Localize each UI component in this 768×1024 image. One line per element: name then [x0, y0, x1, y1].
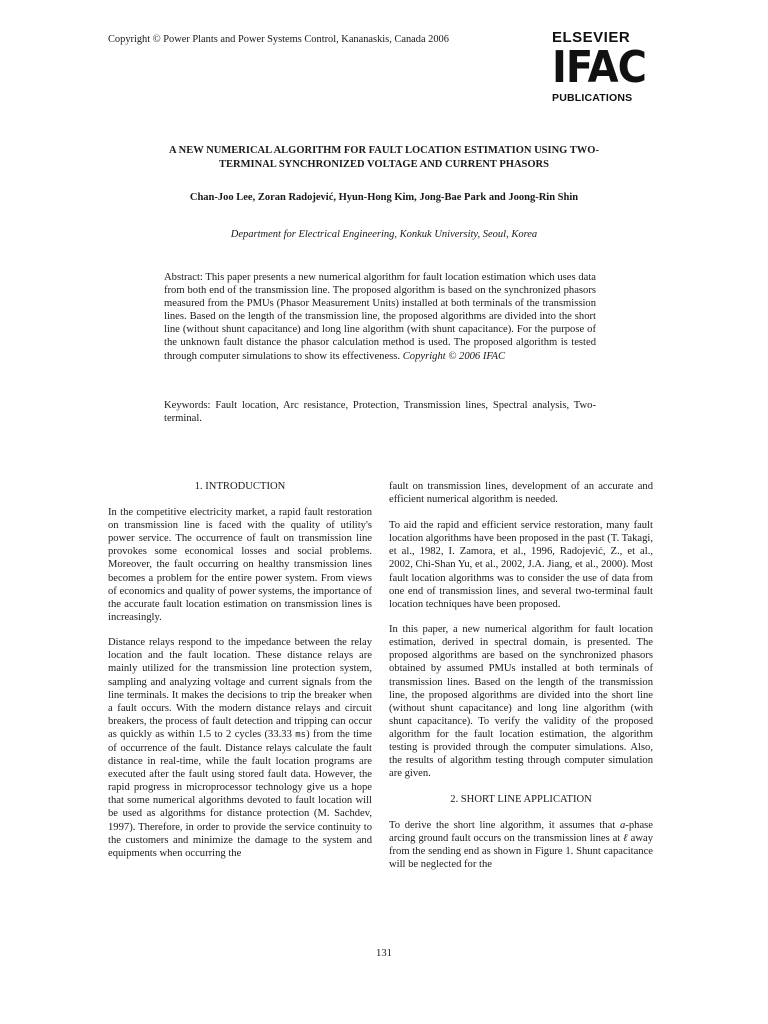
logo-ifac-text: IFAC [552, 42, 646, 94]
page-number: 131 [376, 948, 392, 959]
abstract-copyright: Copyright © 2006 IFAC [402, 350, 506, 362]
affiliation: Department for Electrical Engineering, Konkuk University, Seoul, Korea [230, 229, 538, 240]
publisher-logo [552, 30, 652, 104]
paragraph: In this paper, a new numerical algorithm for fault location estimation, derived in spectral domain, is presented. The proposed algorithms are based on the synchronized phasors obtained by assumed PMUs installed at both terminals of transmission lines. Based on the length of the transmission line, the proposed algorithms are divided into the short line (without shunt capacitance) and long line algorithm (with shunt capacitance). To verify the validity of the proposed algorithm for the fault location estimation, the algorithm testing is provided through the computer simulations. Also, the results of algorithm testing through computer simulation are given. [389, 624, 653, 780]
abstract [164, 271, 596, 363]
paragraph-text: away from the sending end as shown in Figure 1. Shunt capacitance will be neglected for the [389, 832, 653, 870]
unit-text: ms [295, 729, 307, 740]
distance-symbol: ℓ [623, 832, 628, 844]
paragraph [108, 636, 372, 860]
title-line-1: A NEW NUMERICAL ALGORITHM FOR FAULT LOCATION ESTIMATION USING TWO- [169, 145, 599, 156]
logo-elsevier-text: ELSEVIER [552, 29, 631, 46]
paper-title [120, 144, 648, 172]
right-column [389, 480, 653, 883]
phase-symbol: a [620, 819, 626, 831]
left-column [108, 480, 372, 872]
keywords: Keywords: Fault location, Arc resistance, Protection, Transmission lines, Spectral analysis, Two-terminal. [164, 400, 596, 425]
section-heading-short-line: 2. SHORT LINE APPLICATION [450, 793, 592, 805]
paragraph: To aid the rapid and efficient service restoration, many fault location algorithms have been proposed in the past (T. Takagi, et al., 1982, I. Zamora, et al., 1996, Radojević, Z., et al., 2002, Chi-Shan Yu, et al., 2002, J.A. Jiang, et al., 2000). Most fault location algorithms was to consider the use of data from one end of transmission lines, and several two-terminal fault location techniques have been proposed. [389, 520, 653, 610]
paragraph-text: -phase arcing ground fault occurs on the transmission lines at [389, 819, 653, 844]
logo-publications-text: PUBLICATIONS [552, 92, 633, 104]
abstract-text: Abstract: This paper presents a new numerical algorithm for fault location estimation which uses data from both end of the transmission line. The proposed algorithm is based on the synchronized phasors measured from the PMUs (Phasor Measurement Units) installed at both terminals of the transmission lines. Based on the length of the transmission line, the proposed algorithms are divided into the short line (without shunt capacitance) and long line algorithm (with shunt capacitance). For the purpose of the unknown fault distance the phasor calculation method is used. The proposed algorithm is tested through computer simulations to show its effectiveness. [164, 272, 596, 362]
paragraph-text: ) from the time of occurrence of the fault. Distance relays calculate the fault distance in real-time, while the fault location programs are executed after the fault using stored fault data. However, the rapid progress in microprocessor technology give us a hope that some numerical algorithms devoted to fault location will be used as algorithms for distance protection (M. Sachdev, 1997). Therefore, in order to provide the service continuity to the customers and minimize the damage to the system and equipments when occurring the [108, 728, 372, 859]
paragraph: fault on transmission lines, development of an accurate and efficient numerical algorithm is needed. [389, 481, 653, 506]
paragraph-text: To derive the short line algorithm, it assumes that [389, 819, 621, 831]
title-line-2: TERMINAL SYNCHRONIZED VOLTAGE AND CURRENT PHASORS [219, 159, 549, 170]
paragraph [389, 819, 653, 871]
copyright-notice: Copyright © Power Plants and Power Systems Control, Kananaskis, Canada 2006 [108, 34, 449, 45]
paragraph-text: Distance relays respond to the impedance between the relay location and the fault location. These distance relays are mainly utilized for the transmission line protection system, sampling and analyzing voltage and current signals from the line terminals. It makes the decisions to trip the breaker when a fault occurs. With the modern distance relays and circuit breakers, the process of fault detection and tripping can occur as quickly as within 1.5 to 2 cycles (33.33 [108, 637, 372, 740]
section-heading-introduction: 1. INTRODUCTION [194, 481, 286, 492]
author-list: Chan-Joo Lee, Zoran Radojević, Hyun-Hong Kim, Jong-Bae Park and Joong-Rin Shin [189, 192, 579, 203]
paragraph: In the competitive electricity market, a rapid fault restoration on transmission line is faced with the quality of utility's power service. The occurrence of fault on transmission line provokes some economical losses and social problems. Moreover, the fault occurring on healthy transmission lines becomes a problem for the entire power system. From views of economics and quality of power systems, the importance of the accurate fault location estimation on transmission lines is increasingly. [108, 507, 372, 623]
